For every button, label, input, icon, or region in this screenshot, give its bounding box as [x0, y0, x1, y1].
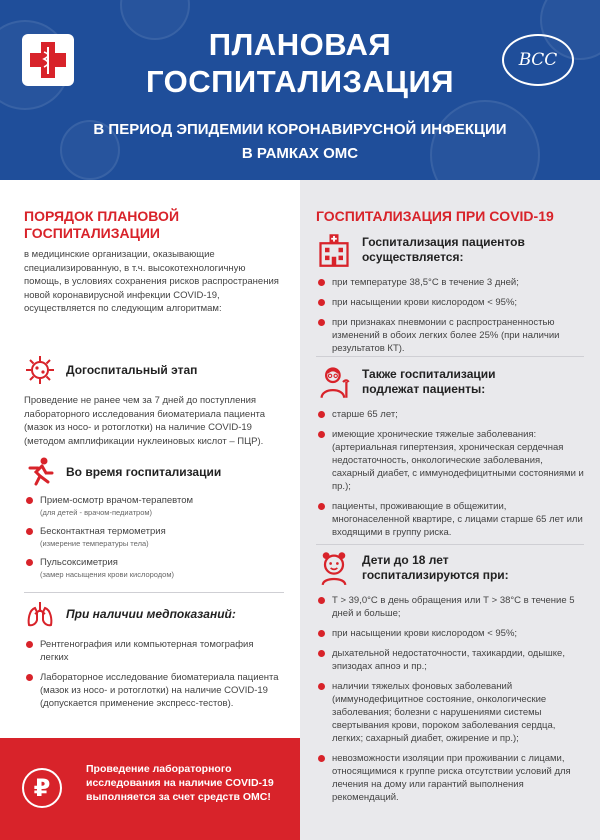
- stage-prehospital-label: Догоспитальный этап: [66, 362, 198, 377]
- list-item: [24, 525, 284, 549]
- ruble-icon: ₽: [22, 768, 62, 808]
- stage-hospital-header: [24, 456, 221, 488]
- list-item: наличии тяжелых фоновых заболеваний (иммунодефицитное состояние, онкологические заболевания; болезни с нарушениями системы свертывания крови, пороком заболевания сердца, легких; сахарный диабет, ожирение и пр.);: [316, 680, 586, 745]
- list-item: при температуре 38,5°С в течение 3 дней;: [316, 276, 586, 289]
- stage-prehospital-header: [24, 354, 197, 386]
- title-line-1: ПЛАНОВАЯ: [208, 27, 392, 62]
- stage-hospital-label: Во время госпитализации: [66, 464, 222, 479]
- list-item: [24, 494, 284, 518]
- block-hospitalization-header: [316, 232, 586, 268]
- list-item: пациенты, проживающие в общежитии, многонаселенной квартире, с лицами старше 65 лет или входящими в группу риска.: [316, 500, 586, 539]
- stage-prehospital-text: Проведение не ранее чем за 7 дней до поступления лабораторного исследования биоматериала пациента (мазок из носо- и ротоглотки) на наличие COVID-19 (методом амплификации нуклеиновых кислот – ПЦР).: [24, 395, 265, 447]
- block-children-list: [316, 594, 586, 811]
- stage-indications-list: [24, 638, 284, 717]
- left-intro: в медицинские организации, оказывающие специализированную, в т.ч. высокотехнологичную помощь, в условиях сохранения рисков распространения новой коронавирусной инфекции COVID-19, осуществляется по следующим алгоритмам:: [24, 249, 279, 314]
- list-item: невозможности изоляции при проживании с лицами, относящимися к группе риска отсутствии условий для лечения на дому или гарантий выполнения рекомендаций.: [316, 752, 586, 804]
- title-line-2: ГОСПИТАЛИЗАЦИЯ: [145, 64, 455, 99]
- block-children-header: [316, 550, 586, 586]
- footer-banner: [0, 738, 300, 840]
- block-children-label: Дети до 18 лет госпитализируются при:: [362, 553, 509, 582]
- list-item: старше 65 лет;: [316, 408, 586, 421]
- list-item-note: (замер насыщения крови кислородом): [40, 570, 174, 579]
- list-item: при насыщении крови кислородом < 95%;: [316, 296, 586, 309]
- list-item: дыхательной недостаточности, тахикардии, одышке, эпизодах апноэ и пр.;: [316, 647, 586, 673]
- header-banner: [0, 0, 600, 180]
- stage-indications-header: [24, 598, 236, 630]
- subtitle-line-1: В ПЕРИОД ЭПИДЕМИИ КОРОНАВИРУСНОЙ ИНФЕКЦИИ: [93, 121, 507, 138]
- running-person-icon: [24, 456, 56, 488]
- list-item-text: Пульсоксиметрия: [40, 557, 118, 568]
- hospital-icon: [316, 232, 352, 268]
- list-item: Рентгенография или компьютерная томография легких: [24, 638, 284, 664]
- medical-cross-logo: [22, 34, 74, 86]
- subtitle-line-2: В РАМКАХ ОМС: [241, 145, 359, 162]
- list-item-text: Бесконтактная термометрия: [40, 526, 166, 537]
- block-also-header: [316, 364, 586, 400]
- list-item: Лабораторное исследование биоматериала пациента (мазок из носо- и ротоглотки) на наличие COVID-19 (допускается применение экспресс-тестов).: [24, 671, 284, 710]
- list-item: Т > 39,0°С в день обращения или Т > 38°С в течение 5 дней и больше;: [316, 594, 586, 620]
- list-item-text: Прием-осмотр врачом-терапевтом: [40, 495, 194, 506]
- elderly-person-icon: [316, 364, 352, 400]
- medical-cross-icon: [22, 34, 74, 86]
- block-also-list: [316, 408, 586, 546]
- block-also-label: Также госпитализации подлежат пациенты:: [362, 367, 496, 396]
- right-section-title: ГОСПИТАЛИЗАЦИЯ ПРИ COVID-19: [316, 208, 554, 224]
- list-item: [24, 556, 284, 580]
- child-icon: [316, 550, 352, 586]
- insurer-logo-text: ВСС: [518, 50, 558, 70]
- virus-icon: [24, 354, 56, 386]
- left-section-title: ПОРЯДОК ПЛАНОВОЙ ГОСПИТАЛИЗАЦИИ: [24, 208, 180, 241]
- list-item: при признаках пневмонии с распространенностью изменений в обоих легких более 25% (при наличии результатов КТ).: [316, 316, 586, 355]
- divider: [316, 356, 584, 357]
- insurer-logo: [502, 34, 574, 86]
- list-item-note: (для детей - врачом-педиатром): [40, 508, 153, 517]
- block-hospitalization-list: [316, 276, 586, 362]
- lungs-icon: [24, 598, 56, 630]
- list-item-note: (измерение температуры тела): [40, 539, 149, 548]
- list-item: при насыщении крови кислородом < 95%;: [316, 627, 586, 640]
- right-column: [300, 180, 600, 840]
- divider: [24, 592, 284, 593]
- block-hospitalization-label: Госпитализация пациентов осуществляется:: [362, 235, 525, 264]
- stage-indications-label: При наличии медпоказаний:: [66, 606, 236, 621]
- stage-hospital-list: [24, 494, 284, 587]
- divider: [316, 544, 584, 545]
- list-item: имеющие хронические тяжелые заболевания: (артериальная гипертензия, хроническая сердечная недостаточность, онкологические заболевания, сахарный диабет, с иммунодефицитными состояниями и пр.);: [316, 428, 586, 493]
- page-subtitle: [20, 118, 580, 166]
- footer-text: Проведение лабораторного исследования на наличие COVID-19 выполняется за счет средств ОМС!: [86, 763, 274, 803]
- page-title: [80, 26, 520, 100]
